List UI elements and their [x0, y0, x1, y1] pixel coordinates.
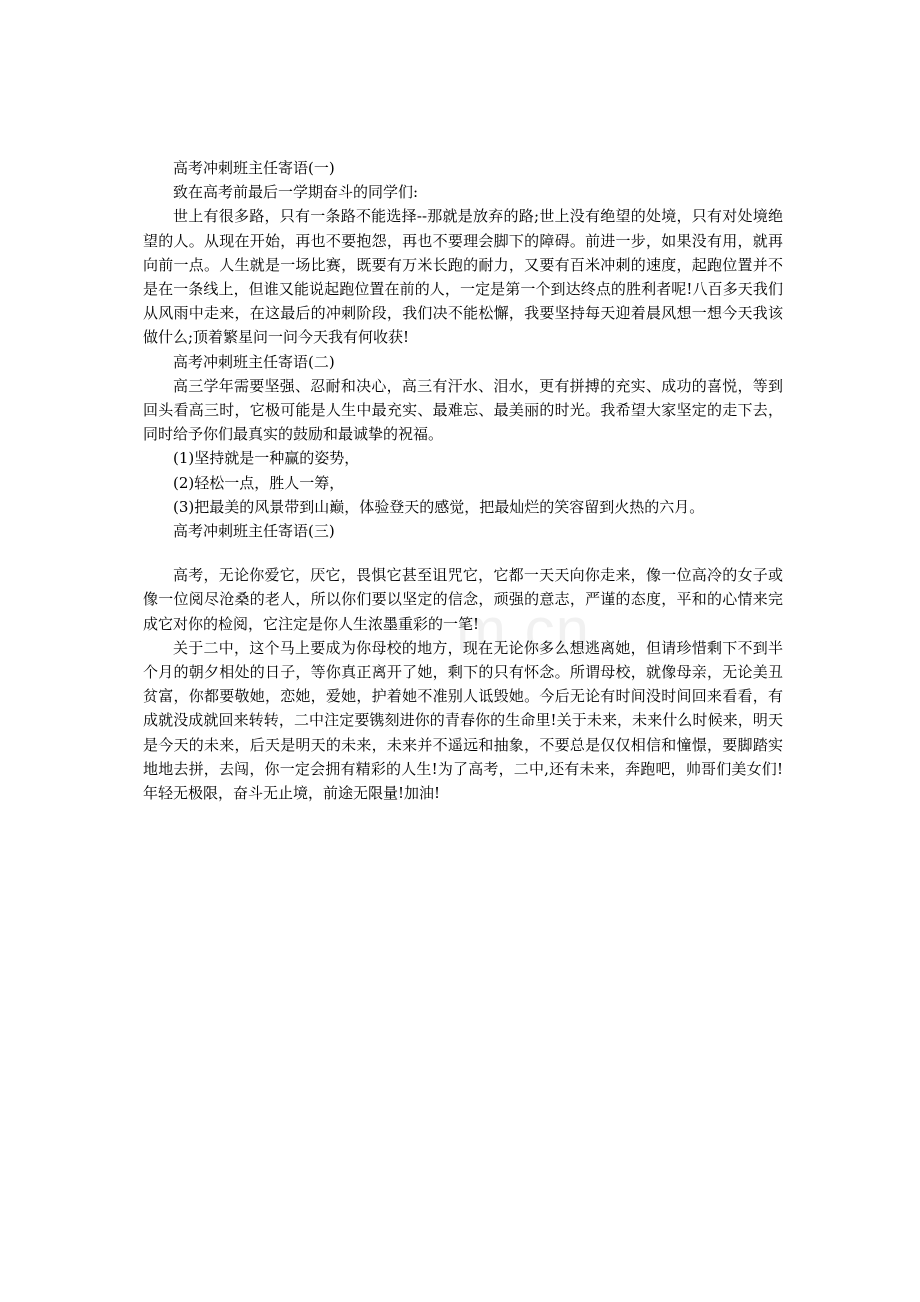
- list-item: (2)轻松一点，胜人一筹，: [173, 473, 345, 492]
- paragraph-spacer: [143, 543, 783, 563]
- section-3-body-2: 关于二中，这个马上要成为你母校的地方，现在无论你多么想逃离她，但请珍惜剩下不到半个月的朝夕相处的日子，等你真正离开了她，剩下的只有怀念。所谓母校，就像母亲，无论美丑贫富，你都要敬她，恋她，爱她，护着她不准别人诋毁她。今后无论有时间没时间回来看看，有成就没成就回来转转，二中注定要镌刻进你的青春你的生命里!关于未来，未来什么时候来，明天是今天的未来，后天是明天的未来，未来并不遥远和抽象，不要总是仅仅相信和憧憬，要脚踏实地地去拼，去闯，你一定会拥有精彩的人生!为了高考，二中,还有未来，奔跑吧，帅哥们美女们!年轻无极限，奋斗无止境，前途无限量!加油!: [143, 638, 783, 803]
- list-item: (3)把最美的风景带到山巅，体验登天的感觉，把最灿烂的笑容留到火热的六月。: [173, 497, 705, 516]
- section-1-body: 世上有很多路，只有一条路不能选择--那就是放弃的路;世上没有绝望的处境，只有对处境绝望的人。从现在开始，再也不要抱怨，再也不要理会脚下的障碍。前进一步，如果没有用，就再向前一点。人生就是一场比赛，既要有万米长跑的耐力，又要有百米冲刺的速度，起跑位置并不是在一条线上，但谁又能说起跑位置在前的人，一定是第一个到达终点的胜利者呢!八百多天我们从风雨中走来，在这最后的冲刺阶段，我们决不能松懈，我要坚持每天迎着晨风想一想今天我该做什么;顶着繁星问一问今天我有何收获!: [143, 207, 783, 347]
- section-1-salutation: 致在高考前最后一学期奋斗的同学们:: [173, 183, 419, 202]
- document-page: [143, 156, 783, 805]
- section-2-body: 高三学年需要坚强、忍耐和决心，高三有汗水、泪水，更有拼搏的充实、成功的喜悦，等到回头看高三时，它极可能是人生中最充实、最难忘、最美丽的时光。我希望大家坚定的走下去，同时给予你们最真实的鼓励和最诚挚的祝福。: [143, 376, 783, 444]
- section-1-title: 高考冲刺班主任寄语(一): [173, 159, 335, 177]
- section-3-title: 高考冲刺班主任寄语(三): [173, 522, 335, 541]
- list-item: (1)坚持就是一种赢的姿势，: [173, 449, 360, 468]
- watermark: m.cn: [456, 596, 591, 663]
- section-3-body-1: 高考，无论你爱它，厌它，畏惧它甚至诅咒它，它都一天天向你走来，像一位高冷的女子或像一位阅尽沧桑的老人，所以你们要以坚定的信念，顽强的意志，严谨的态度，平和的心情来完成它对你的检阅，它注定是你人生浓墨重彩的一笔!: [143, 566, 783, 633]
- section-2-title: 高考冲刺班主任寄语(二): [173, 352, 335, 371]
